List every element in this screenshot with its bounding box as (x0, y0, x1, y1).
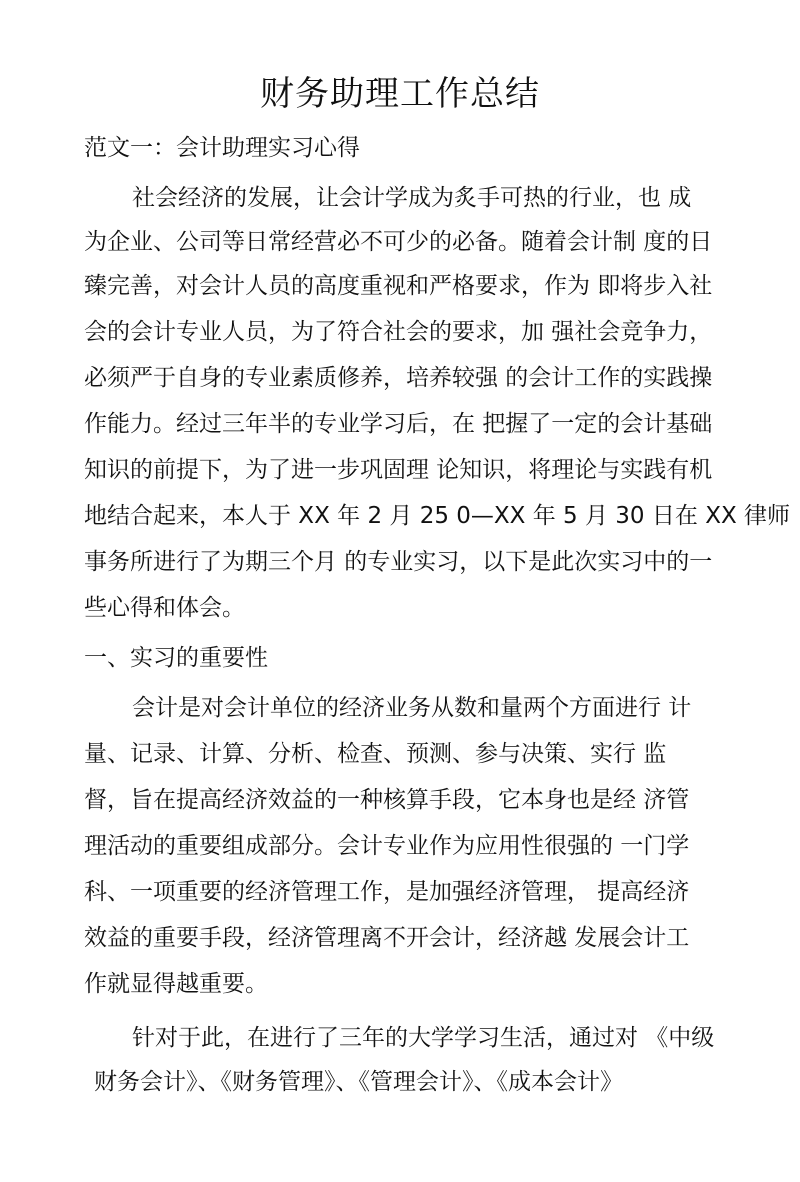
section-heading: 一、实习的重要性 (84, 645, 268, 671)
paragraph-line: 作就显得越重要。 (84, 971, 268, 997)
document-subtitle: 范文一：会计助理实习心得 (84, 135, 360, 161)
paragraph-line: 科、一项重要的经济管理工作，是加强经济管理， 提高经济 (84, 879, 690, 905)
paragraph-line: 些心得和体会。 (84, 595, 245, 621)
paragraph-line: 量、记录、计算、分析、检查、预测、参与决策、实行 监 (84, 741, 667, 767)
paragraph-line: 理活动的重要组成部分。会计专业作为应用性很强的 一门学 (84, 833, 690, 859)
document-title: 财务助理工作总结 (260, 74, 540, 114)
paragraph-line: 事务所进行了为期三个月 的专业实习，以下是此次实习中的一 (84, 549, 713, 575)
paragraph-line: 知识的前提下，为了进一步巩固理 论知识，将理论与实践有机 (84, 457, 713, 483)
paragraph-line: 效益的重要手段，经济管理离不开会计，经济越 发展会计工 (84, 925, 690, 951)
paragraph-line: 地结合起来，本人于 XX 年 2 月 25 0—XX 年 5 月 30 日在 XX 律师 (84, 503, 791, 529)
paragraph-line: 针对于此，在进行了三年的大学学习生活，通过对 《中级 (132, 1025, 715, 1051)
paragraph-line: 督，旨在提高经济效益的一种核算手段，它本身也是经 济管 (84, 787, 690, 813)
paragraph-line: 臻完善，对会计人员的高度重视和严格要求，作为 即将步入社 (84, 273, 713, 299)
paragraph-line: 社会经济的发展，让会计学成为炙手可热的行业，也 成 (132, 185, 692, 211)
paragraph-line: 必须严于自身的专业素质修养，培养较强 的会计工作的实践操 (84, 365, 713, 391)
paragraph-line: 会的会计专业人员，为了符合社会的要求，加 强社会竞争力， (84, 319, 713, 345)
paragraph-line: 作能力。经过三年半的专业学习后，在 把握了一定的会计基础 (84, 411, 713, 437)
paragraph-line: 为企业、公司等日常经营必不可少的必备。随着会计制 度的日 (84, 229, 713, 255)
paragraph-line: 财务会计》、《财务管理》、《管理会计》、《成本会计》 (94, 1069, 623, 1095)
paragraph-line: 会计是对会计单位的经济业务从数和量两个方面进行 计 (132, 695, 692, 721)
